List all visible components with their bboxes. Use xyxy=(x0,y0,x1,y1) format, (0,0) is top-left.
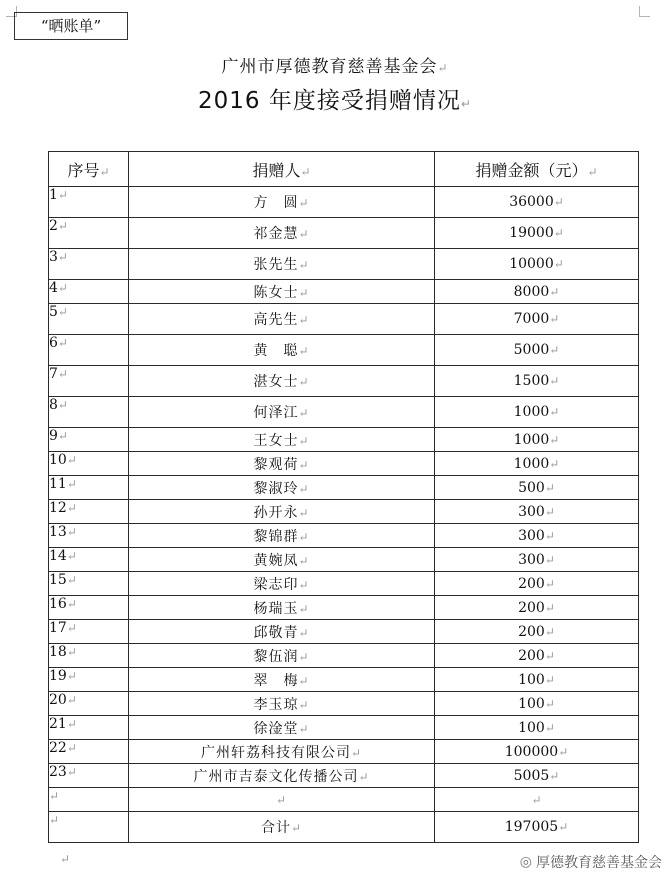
paragraph-mark: ↵ xyxy=(99,164,110,179)
paragraph-mark: ↵ xyxy=(66,453,77,467)
header-cell-donor xyxy=(129,152,435,187)
row-index-cell-text: 11 xyxy=(49,476,67,492)
donor-name-cell xyxy=(129,668,435,692)
amount-cell xyxy=(435,452,639,476)
row-index-cell xyxy=(49,476,129,500)
table-row xyxy=(49,692,639,716)
paragraph-mark: ↵ xyxy=(549,405,560,419)
paragraph-mark: ↵ xyxy=(544,648,555,663)
blank-name-cell xyxy=(129,788,435,812)
row-index-cell xyxy=(49,596,129,620)
paragraph-mark: ↵ xyxy=(558,744,569,759)
paragraph-mark: ↵ xyxy=(300,164,311,179)
amount-cell-text: 1000 xyxy=(513,455,550,472)
paragraph-mark: ↵ xyxy=(544,552,555,567)
table-row xyxy=(49,218,639,249)
total-label-cell-text: 合计 xyxy=(260,820,291,836)
donor-name-cell xyxy=(129,397,435,428)
amount-cell xyxy=(435,280,639,304)
paragraph-mark: ↵ xyxy=(298,285,310,300)
amount-cell xyxy=(435,668,639,692)
row-index-cell-text: 12 xyxy=(49,500,67,516)
row-index-cell xyxy=(49,764,129,788)
header-donor-text: 捐赠人 xyxy=(252,160,301,180)
blank-index-cell xyxy=(49,788,129,812)
document-title xyxy=(0,82,670,115)
amount-cell-text: 200 xyxy=(518,599,545,616)
paragraph-mark: ↵ xyxy=(298,577,310,592)
paragraph-mark: ↵ xyxy=(553,257,564,271)
header-amount-text: 捐赠金额（元） xyxy=(475,160,588,180)
row-index-cell xyxy=(49,548,129,572)
row-index-cell-text: 9 xyxy=(49,428,58,444)
paragraph-mark: ↵ xyxy=(66,525,77,539)
row-index-cell xyxy=(49,428,129,452)
amount-cell-text: 200 xyxy=(518,575,545,592)
amount-cell xyxy=(435,644,639,668)
paragraph-mark: ↵ xyxy=(298,625,310,640)
amount-cell xyxy=(435,366,639,397)
paragraph-mark: ↵ xyxy=(544,528,555,543)
paragraph-mark: ↵ xyxy=(544,576,555,591)
row-index-cell-text: 8 xyxy=(49,397,58,413)
blank-row xyxy=(49,788,639,812)
paragraph-mark: ↵ xyxy=(275,792,288,807)
total-amount-cell xyxy=(435,812,639,843)
donor-name-cell-text: 张先生 xyxy=(253,257,299,273)
paragraph-mark: ↵ xyxy=(66,741,77,755)
paragraph-mark: ↵ xyxy=(298,721,310,736)
row-index-cell xyxy=(49,500,129,524)
table-row xyxy=(49,644,639,668)
header-index-text: 序号 xyxy=(67,160,100,180)
row-index-cell-text: 13 xyxy=(49,524,67,540)
donor-name-cell-text: 广州轩荔科技有限公司 xyxy=(200,744,351,761)
row-index-cell xyxy=(49,716,129,740)
paragraph-mark: ↵ xyxy=(531,792,542,807)
organization-name xyxy=(0,52,670,77)
donor-name-cell-text: 翠 梅 xyxy=(253,672,299,689)
paragraph-mark: ↵ xyxy=(587,164,598,179)
header-cell-index xyxy=(49,152,129,187)
row-index-cell-text: 18 xyxy=(49,644,67,660)
paragraph-mark: ↵ xyxy=(544,720,555,735)
amount-cell-text: 300 xyxy=(518,551,545,568)
paragraph-mark: ↵ xyxy=(544,624,555,639)
table-row xyxy=(49,596,639,620)
amount-cell-text: 36000 xyxy=(509,194,554,210)
org-name-text: 广州市厚德教育慈善基金会 xyxy=(221,57,438,77)
table-row xyxy=(49,764,639,788)
amount-cell xyxy=(435,524,639,548)
total-index-cell xyxy=(49,812,129,843)
paragraph-mark: ↵ xyxy=(298,529,310,544)
donor-name-cell-text: 王女士 xyxy=(253,432,299,449)
paragraph-mark: ↵ xyxy=(57,281,68,295)
amount-cell-text: 200 xyxy=(518,647,545,664)
paragraph-mark: ↵ xyxy=(57,250,68,264)
amount-cell xyxy=(435,500,639,524)
paragraph-mark: ↵ xyxy=(544,600,555,615)
amount-cell-text: 100 xyxy=(518,719,545,736)
table-row xyxy=(49,249,639,280)
paragraph-mark: ↵ xyxy=(549,284,560,299)
amount-cell xyxy=(435,476,639,500)
amount-cell-text: 1000 xyxy=(513,431,550,448)
row-index-cell xyxy=(49,668,129,692)
table-row xyxy=(49,304,639,335)
donor-name-cell-text: 方 圆 xyxy=(253,195,299,211)
paragraph-mark: ↵ xyxy=(460,97,472,111)
amount-cell-text: 1000 xyxy=(513,404,550,420)
paragraph-mark: ↵ xyxy=(437,61,449,75)
donor-name-cell xyxy=(129,740,435,764)
amount-cell xyxy=(435,249,639,280)
paragraph-mark: ↵ xyxy=(298,406,310,420)
donor-name-cell-text: 黎观荷 xyxy=(253,456,299,473)
watermark-text: 厚德教育慈善基金会 xyxy=(536,855,662,871)
paragraph-mark: ↵ xyxy=(298,649,310,664)
row-index-cell xyxy=(49,644,129,668)
paragraph-mark: ↵ xyxy=(57,429,68,443)
table-row xyxy=(49,428,639,452)
header-cell-amount xyxy=(435,152,639,187)
table-row xyxy=(49,452,639,476)
amount-cell-text: 10000 xyxy=(509,256,554,272)
paragraph-mark: ↵ xyxy=(549,768,560,783)
amount-cell-text: 100 xyxy=(518,671,545,688)
donor-name-cell xyxy=(129,249,435,280)
amount-cell xyxy=(435,218,639,249)
total-label-cell xyxy=(129,812,435,843)
paragraph-mark: ↵ xyxy=(49,789,60,803)
paragraph-mark: ↵ xyxy=(298,457,310,472)
donation-table xyxy=(48,151,639,843)
crop-mark-top-right xyxy=(639,6,650,17)
donor-name-cell xyxy=(129,644,435,668)
table-row xyxy=(49,187,639,218)
donor-name-cell xyxy=(129,500,435,524)
paragraph-mark: ↵ xyxy=(57,188,68,202)
paragraph-mark: ↵ xyxy=(549,432,560,447)
paragraph-mark: ↵ xyxy=(549,312,560,326)
paragraph-mark: ↵ xyxy=(544,672,555,687)
row-index-cell-text: 4 xyxy=(49,280,58,296)
paragraph-mark: ↵ xyxy=(60,852,71,866)
donor-name-cell-text: 陈女士 xyxy=(253,284,299,301)
table-row xyxy=(49,740,639,764)
row-index-cell xyxy=(49,335,129,366)
row-index-cell-text: 5 xyxy=(49,304,58,320)
paragraph-mark: ↵ xyxy=(549,456,560,471)
donor-name-cell-text: 孙开永 xyxy=(253,504,299,521)
total-amount-cell-text: 197005 xyxy=(504,819,559,835)
donor-name-cell-text: 梁志印 xyxy=(253,576,299,593)
row-index-cell-text: 23 xyxy=(49,764,67,780)
amount-cell xyxy=(435,692,639,716)
paragraph-mark: ↵ xyxy=(544,480,555,495)
table-row xyxy=(49,500,639,524)
table-row xyxy=(49,524,639,548)
table-row xyxy=(49,397,639,428)
donor-name-cell-text: 广州市吉泰文化传播公司 xyxy=(193,768,359,785)
amount-cell-text: 7000 xyxy=(513,311,550,327)
row-index-cell-text: 21 xyxy=(49,716,67,732)
amount-cell-text: 8000 xyxy=(513,283,550,300)
table-row xyxy=(49,280,639,304)
paragraph-mark: ↵ xyxy=(298,196,310,210)
amount-cell xyxy=(435,596,639,620)
paragraph-mark: ↵ xyxy=(298,553,310,568)
donor-name-cell xyxy=(129,335,435,366)
row-index-cell-text: 2 xyxy=(49,218,58,234)
donor-name-cell xyxy=(129,218,435,249)
paragraph-mark: ↵ xyxy=(298,344,310,358)
tag-label: “晒账单” xyxy=(40,17,102,35)
amount-cell-text: 5000 xyxy=(513,342,550,358)
row-index-cell-text: 7 xyxy=(49,366,58,382)
amount-cell-text: 100000 xyxy=(504,743,559,760)
paragraph-mark: ↵ xyxy=(298,673,310,688)
donor-name-cell-text: 湛女士 xyxy=(253,374,299,390)
amount-cell-text: 19000 xyxy=(509,225,554,241)
table-row xyxy=(49,572,639,596)
paragraph-mark: ↵ xyxy=(298,258,310,272)
donor-name-cell xyxy=(129,476,435,500)
donor-name-cell-text: 李玉琼 xyxy=(253,696,299,713)
paragraph-mark: ↵ xyxy=(358,769,370,784)
donor-name-cell xyxy=(129,620,435,644)
row-index-cell xyxy=(49,366,129,397)
donor-name-cell-text: 黎淑玲 xyxy=(253,480,299,497)
paragraph-mark: ↵ xyxy=(57,219,68,233)
amount-cell-text: 200 xyxy=(518,623,545,640)
amount-cell xyxy=(435,548,639,572)
row-index-cell xyxy=(49,304,129,335)
row-index-cell xyxy=(49,740,129,764)
paragraph-mark: ↵ xyxy=(66,717,77,731)
donor-name-cell-text: 邱敬青 xyxy=(253,624,299,641)
donor-name-cell xyxy=(129,366,435,397)
donor-name-cell xyxy=(129,692,435,716)
paragraph-mark: ↵ xyxy=(549,374,560,388)
paragraph-mark: ↵ xyxy=(298,697,310,712)
amount-cell xyxy=(435,428,639,452)
paragraph-mark: ↵ xyxy=(57,398,68,412)
row-index-cell xyxy=(49,249,129,280)
row-index-cell xyxy=(49,620,129,644)
amount-cell-text: 1500 xyxy=(513,373,550,389)
amount-cell xyxy=(435,397,639,428)
row-index-cell-text: 1 xyxy=(49,187,58,203)
amount-cell xyxy=(435,335,639,366)
tag-label-box xyxy=(14,12,128,40)
donor-name-cell xyxy=(129,548,435,572)
paragraph-mark: ↵ xyxy=(544,696,555,711)
row-index-cell xyxy=(49,280,129,304)
donor-name-cell xyxy=(129,596,435,620)
donor-name-cell xyxy=(129,187,435,218)
donor-name-cell-text: 黄 聪 xyxy=(253,343,299,359)
paragraph-mark: ↵ xyxy=(66,693,77,707)
row-index-cell-text: 19 xyxy=(49,668,67,684)
donor-name-cell-text: 黎锦群 xyxy=(253,528,299,545)
paragraph-mark: ↵ xyxy=(57,305,68,319)
donor-name-cell xyxy=(129,572,435,596)
paragraph-mark: ↵ xyxy=(66,621,77,635)
table-row xyxy=(49,366,639,397)
row-index-cell xyxy=(49,218,129,249)
table-row xyxy=(49,476,639,500)
paragraph-mark: ↵ xyxy=(298,375,310,389)
row-index-cell xyxy=(49,692,129,716)
row-index-cell-text: 15 xyxy=(49,572,67,588)
table-row xyxy=(49,335,639,366)
table-header-row xyxy=(49,152,639,187)
table-row xyxy=(49,668,639,692)
paragraph-mark: ↵ xyxy=(298,505,310,520)
amount-cell xyxy=(435,304,639,335)
paragraph-mark: ↵ xyxy=(66,597,77,611)
paragraph-mark: ↵ xyxy=(549,343,560,357)
row-index-cell-text: 16 xyxy=(49,596,67,612)
paragraph-mark: ↵ xyxy=(66,501,77,515)
total-row xyxy=(49,812,639,843)
blank-amount-cell xyxy=(435,788,639,812)
paragraph-mark: ↵ xyxy=(66,549,77,563)
paragraph-mark: ↵ xyxy=(66,477,77,491)
donor-name-cell xyxy=(129,716,435,740)
paragraph-mark: ↵ xyxy=(57,336,68,350)
row-index-cell-text: 22 xyxy=(49,740,67,756)
donor-name-cell-text: 黎伍润 xyxy=(253,648,299,665)
row-index-cell-text: 3 xyxy=(49,249,58,265)
donor-name-cell xyxy=(129,280,435,304)
donor-name-cell-text: 何泽江 xyxy=(253,405,299,421)
amount-cell-text: 5005 xyxy=(513,767,550,784)
row-index-cell-text: 17 xyxy=(49,620,67,636)
paragraph-mark: ↵ xyxy=(66,645,77,659)
paragraph-mark: ↵ xyxy=(298,433,310,448)
paragraph-mark: ↵ xyxy=(298,481,310,496)
donor-name-cell xyxy=(129,452,435,476)
paragraph-mark: ↵ xyxy=(49,813,60,827)
amount-cell-text: 300 xyxy=(518,503,545,520)
table-body xyxy=(49,187,639,843)
table-row xyxy=(49,548,639,572)
amount-cell xyxy=(435,572,639,596)
amount-cell xyxy=(435,620,639,644)
donor-name-cell xyxy=(129,524,435,548)
amount-cell-text: 500 xyxy=(518,479,545,496)
amount-cell xyxy=(435,740,639,764)
row-index-cell xyxy=(49,452,129,476)
amount-cell-text: 300 xyxy=(518,527,545,544)
donor-name-cell-text: 杨瑞玉 xyxy=(253,600,299,617)
title-text: 2016 年度接受捐赠情况 xyxy=(198,88,461,114)
row-index-cell xyxy=(49,397,129,428)
row-index-cell-text: 14 xyxy=(49,548,67,564)
watermark xyxy=(520,852,662,872)
donor-name-cell-text: 祁金慧 xyxy=(253,226,299,242)
row-index-cell xyxy=(49,187,129,218)
row-index-cell-text: 10 xyxy=(49,452,67,468)
paragraph-mark: ↵ xyxy=(298,313,310,327)
donor-name-cell xyxy=(129,428,435,452)
row-index-cell xyxy=(49,524,129,548)
donor-name-cell xyxy=(129,304,435,335)
paragraph-mark: ↵ xyxy=(350,745,363,760)
paragraph-mark: ↵ xyxy=(544,504,555,519)
paragraph-mark: ↵ xyxy=(558,820,569,834)
paragraph-mark: ↵ xyxy=(553,195,564,209)
paragraph-mark: ↵ xyxy=(57,367,68,381)
paragraph-mark: ↵ xyxy=(66,765,77,779)
wechat-icon: ◎ xyxy=(519,854,532,870)
table-row xyxy=(49,716,639,740)
paragraph-mark: ↵ xyxy=(66,573,77,587)
table-row xyxy=(49,620,639,644)
amount-cell xyxy=(435,187,639,218)
donor-name-cell xyxy=(129,764,435,788)
row-index-cell-text: 6 xyxy=(49,335,58,351)
donor-name-cell-text: 黄婉凤 xyxy=(253,552,299,569)
amount-cell-text: 100 xyxy=(518,695,545,712)
row-index-cell xyxy=(49,572,129,596)
amount-cell xyxy=(435,764,639,788)
paragraph-mark: ↵ xyxy=(298,227,310,241)
paragraph-mark: ↵ xyxy=(290,821,303,835)
paragraph-mark: ↵ xyxy=(66,669,77,683)
row-index-cell-text: 20 xyxy=(49,692,67,708)
amount-cell xyxy=(435,716,639,740)
donor-name-cell-text: 高先生 xyxy=(253,312,299,328)
paragraph-mark: ↵ xyxy=(298,601,310,616)
paragraph-mark: ↵ xyxy=(553,226,564,240)
donor-name-cell-text: 徐淦堂 xyxy=(253,720,299,737)
